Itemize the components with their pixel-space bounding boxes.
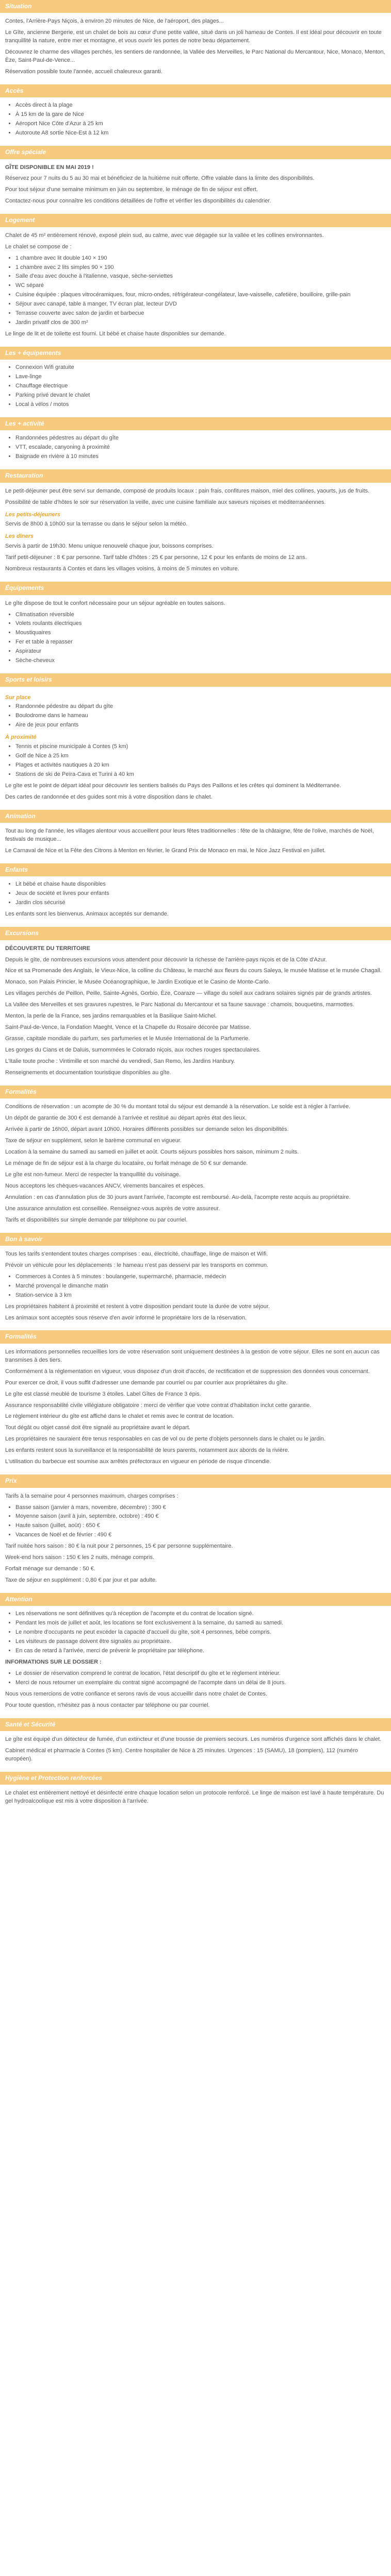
section-title-animation: Animation [0,810,391,823]
section-title-offre: Offre spéciale [0,146,391,159]
section-title-situation: Situation [0,0,391,13]
section-formalites-legal [0,1330,391,1475]
section-animation [0,810,391,863]
section-title-attention: Attention [0,1593,391,1606]
section-equipements [0,347,391,417]
enfants-list [15,880,386,907]
formalites-paragraph: Conditions de réservation : un acompte de 30 % du montant total du séjour est demandé à la réservation. Le solde est à régler à l'arrivée. [5,1104,351,1110]
excursions-paragraph: Menton, la perle de la France, ses jardins remarquables et la Basilique Saint-Michel. [5,1013,217,1020]
list-item: • Stations de ski de Peïra-Cava et Turini à 40 km [15,771,386,779]
excursions-headline: DÉCOUVERTE DU TERRITOIRE [5,945,90,952]
section-prix [0,1475,391,1593]
section-equipement-details [0,582,391,673]
formalites-paragraph: Taxe de séjour en supplément, selon le barème communal en vigueur. [5,1138,182,1144]
section-title-logement: Logement [0,214,391,227]
list-item: • En cas de retard à l'arrivée, merci de prévenir le propriétaire par téléphone. [15,1647,386,1655]
restauration-paragraph: Tarif petit-déjeuner : 8 € par personne. Tarif table d'hôtes : 25 € par personne, 12 € pour les enfants de moins de 12 ans. [5,554,307,561]
formalites-legal-paragraph: Conformément à la réglementation en vigueur, vous disposez d'un droit d'accès, de rectification et de suppression des données vous concernant. [5,1368,370,1375]
bon-a-savoir-paragraph: Les propriétaires habitent à proximité et restent à votre disposition pendant toute la durée de votre séjour. [5,1303,270,1310]
excursions-paragraph: Renseignements et documentation touristique disponibles au gîte. [5,1069,171,1076]
list-item: • Merci de nous retourner un exemplaire du contrat signé accompagné de l'acompte dans un délai de 8 jours. [15,1679,386,1687]
formalites-legal-paragraph: Le règlement intérieur du gîte est affiché dans le chalet et remis avec le contrat de location. [5,1413,234,1420]
section-title-activite: Les + activité [0,417,391,430]
bon-a-savoir-list [15,1273,386,1300]
restauration-subtitle: Les dîners [5,533,34,540]
prix-list [15,1504,386,1540]
section-title-loisirs: Sports et loisirs [0,673,391,686]
formalites-paragraph: Annulation : en cas d'annulation plus de 30 jours avant l'arrivée, l'acompte est remboursé. Au-delà, l'acompte reste acquis au propriétaire. [5,1194,351,1200]
securite-paragraph: Cabinet médical et pharmacie à Contes (5 km). Centre hospitalier de Nice à 25 minutes. Urgences : 15 (SAMU), 18 (pompiers), 112 (numéro européen). [5,1748,358,1762]
situation-paragraph: Découvrez le charme des villages perchés, les sentiers de randonnée, la Vallée des Merveilles, le Parc National du Mercantour, Nice, Monaco, Menton, Èze, Saint-Paul-de-Vence... [5,49,385,64]
list-item: • Baignade en rivière à 10 minutes [15,453,386,461]
acces-list [15,101,386,138]
list-item: • Climatisation réversible [15,611,386,619]
list-item: • Local à vélos / motos [15,401,386,409]
list-item: • Le dossier de réservation comprend le contrat de location, l'état descriptif du gîte et le règlement intérieur. [15,1670,386,1678]
list-item: • Commerces à Contes à 5 minutes : boulangerie, supermarché, pharmacie, médecin [15,1273,386,1281]
excursions-paragraph: Grasse, capitale mondiale du parfum, ses parfumeries et le Musée International de la Parfumerie. [5,1036,250,1042]
formalites-legal-paragraph: Les propriétaires ne sauraient être tenus responsables en cas de vol ou de perte d'objets personnels dans le chalet ou le jardin. [5,1436,325,1443]
list-item: • 1 chambre avec lit double 140 × 190 [15,255,386,263]
loisirs-list-nearby [15,743,386,779]
section-formalites [0,1086,391,1233]
restauration-paragraph: Servis à partir de 19h30. Menu unique renouvelé chaque jour, boissons comprises. [5,543,214,550]
logement-paragraph: Chalet de 45 m² entièrement rénové, exposé plein sud, au calme, avec vue dégagée sur la vallée et les collines environnantes. [5,232,324,239]
bon-a-savoir-paragraph: Tous les tarifs s'entendent toutes charges comprises : eau, électricité, chauffage, linge de maison et Wifi. [5,1250,268,1257]
logement-list [15,255,386,328]
list-item: • Autoroute A8 sortie Nice-Est à 12 km [15,129,386,138]
list-item: • Tennis et piscine municipale à Contes (5 km) [15,743,386,751]
list-item: • Pendant les mois de juillet et août, les locations se font exclusivement à la semaine, du samedi au samedi. [15,1619,386,1628]
offre-headline: GÎTE DISPONIBLE EN MAI 2019 ! [5,164,94,171]
excursions-paragraph: La Vallée des Merveilles et ses gravures rupestres, le Parc National du Mercantour et sa faune sauvage : chamois, bouquetins, marmottes. [5,1002,354,1008]
loisirs-subtitle: Sur place [5,694,31,701]
excursions-paragraph: Les gorges du Cians et de Daluis, surnommées le Colorado niçois, aux roches rouges spectaculaires. [5,1047,261,1053]
list-item: • Terrasse couverte avec salon de jardin et barbecue [15,310,386,318]
attention-paragraph: Nous vous remercions de votre confiance et serons ravis de vous accueillir dans notre chalet de Contes. [5,1690,268,1697]
prix-paragraph: Week-end hors saison : 150 € les 2 nuits, ménage compris. [5,1554,155,1561]
list-item: • Station-service à 3 km [15,1292,386,1300]
section-securite [0,1718,391,1772]
list-item: • Plages et activités nautiques à 20 km [15,761,386,770]
restauration-paragraph: Nombreux restaurants à Contes et dans les villages voisins, à moins de 5 minutes en voiture. [5,566,239,572]
securite-paragraph: Le gîte est équipé d'un détecteur de fumée, d'un extincteur et d'une trousse de premiers secours. Les numéros d'urgence sont affichés dans le chalet. [5,1736,382,1743]
animation-paragraph: Tout au long de l'année, les villages alentour vous accueillent pour leurs fêtes traditionnelles : fête de la châtaigne, fête de l'olive, marchés de Noël, festivals de musique... [5,828,374,843]
hygiene-paragraph: Le chalet est entièrement nettoyé et désinfecté entre chaque location selon un protocole renforcé. Le linge de maison est lavé à haute température. Du gel hydroalcoolique est mis à votre disposition à l'arrivée. [5,1790,384,1805]
loisirs-paragraph: Des cartes de randonnée et des guides sont mis à votre disposition dans le chalet. [5,793,213,800]
list-item: • 1 chambre avec 2 lits simples 90 × 190 [15,264,386,272]
list-item: • Jardin clos sécurisé [15,899,386,907]
list-item: • WC séparé [15,282,386,290]
excursions-paragraph: Les villages perchés de Peillon, Peille, Sainte-Agnès, Gorbio, Èze, Coaraze — village du soleil aux cadrans solaires signés par de grands artistes. [5,990,372,997]
list-item: • Jardin privatif clos de 300 m² [15,319,386,327]
section-excursions [0,927,391,1086]
list-item: • Aire de jeux pour enfants [15,721,386,730]
attention-paragraph: Pour toute question, n'hésitez pas à nous contacter par téléphone ou par courriel. [5,1702,210,1708]
section-title-securite: Santé et Sécurité [0,1718,391,1731]
situation-paragraph: Contes, l'Arrière-Pays Niçois, à environ 20 minutes de Nice, de l'aéroport, des plages... [5,18,224,25]
offre-paragraph: Pour tout séjour d'une semaine minimum en juin ou septembre, le ménage de fin de séjour est offert. [5,187,258,193]
list-item: • Volets roulants électriques [15,620,386,628]
offre-paragraph: Contactez-nous pour connaître les conditions détaillées de l'offre et vérifier les disponibilités du calendrier. [5,198,271,205]
loisirs-subtitle: À proximité [5,734,37,741]
list-item: • Chauffage électrique [15,382,386,391]
section-title-equipement-details: Équipements [0,582,391,595]
list-item: • VTT, escalade, canyoning à proximité [15,444,386,452]
section-title-prix: Prix [0,1475,391,1487]
excursions-paragraph: Monaco, son Palais Princier, le Musée Océanographique, le Jardin Exotique et le Casino de Monte-Carlo. [5,979,270,986]
section-title-excursions: Excursions [0,927,391,940]
section-hygiene [0,1772,391,1814]
formalites-legal-paragraph: Les informations personnelles recueillies lors de votre réservation sont uniquement destinées à la gestion de votre séjour. Elles ne sont en aucun cas transmises à des tiers. [5,1348,380,1363]
section-bon-a-savoir [0,1233,391,1331]
prix-paragraph: Tarifs à la semaine pour 4 personnes maximum, charges comprises : [5,1493,178,1499]
list-item: • Boulodrome dans le hameau [15,712,386,720]
list-item: • Les réservations ne sont définitives qu'à réception de l'acompte et du contrat de location signé. [15,1610,386,1618]
formalites-legal-paragraph: L'utilisation du barbecue est soumise aux arrêtés préfectoraux en vigueur en période de risque d'incendie. [5,1459,271,1465]
equipement-details-list [15,611,386,666]
attention-list [15,1610,386,1655]
list-item: • Randonnées pédestres au départ du gîte [15,434,386,443]
list-item: • À 15 km de la gare de Nice [15,111,386,119]
offre-paragraph: Réservez pour 7 nuits du 5 au 30 mai et bénéficiez de la huitième nuit offerte. Offre valable dans la limite des disponibilités. [5,175,315,182]
list-item: • Salle d'eau avec douche à l'italienne, vasque, sèche-serviettes [15,273,386,281]
list-item: • Jeux de société et livres pour enfants [15,890,386,898]
formalites-paragraph: Arrivée à partir de 16h00, départ avant 10h00. Horaires différents possibles sur demande selon les disponibilités. [5,1126,289,1133]
excursions-paragraph: Saint-Paul-de-Vence, la Fondation Maeght, Vence et la Chapelle du Rosaire décorée par Matisse. [5,1024,251,1031]
section-title-formalites: Formalités [0,1086,391,1098]
situation-paragraph: Le Gîte, ancienne Bergerie, est un chalet de bois au cœur d'une petite vallée, situé dans un joli hameau de Contes. Il est idéal pour découvrir en toute tranquillité la nature, entre mer et montagne, et vous ouvrir les portes de notre beau département. [5,29,382,44]
bon-a-savoir-paragraph: Les animaux sont acceptés sous réserve d'en avoir informé le propriétaire lors de la réservation. [5,1314,247,1321]
list-item: • Sèche-cheveux [15,657,386,665]
restauration-paragraph: Possibilité de table d'hôtes le soir sur réservation la veille, avec une cuisine familiale aux saveurs niçoises et méditerranéennes. [5,499,326,505]
section-title-restauration: Restauration [0,469,391,482]
section-situation [0,0,391,84]
list-item: • Basse saison (janvier à mars, novembre, décembre) : 390 € [15,1504,386,1512]
list-item: • Les visiteurs de passage doivent être signalés au propriétaire. [15,1638,386,1646]
formalites-paragraph: Le gîte est non-fumeur. Merci de respecter la tranquillité du voisinage. [5,1171,181,1178]
section-title-equipements: Les + équipements [0,347,391,360]
excursions-paragraph: L'Italie toute proche : Vintimille et son marché du vendredi, San Remo, les Jardins Hanbury. [5,1058,235,1064]
formalites-paragraph: Location à la semaine du samedi au samedi en juillet et août. Courts séjours possibles hors saison, minimum 2 nuits. [5,1148,299,1155]
prix-paragraph: Taxe de séjour en supplément : 0,80 € par jour et par adulte. [5,1577,157,1584]
section-title-formalites-legal: Formalités [0,1330,391,1343]
section-activite [0,417,391,469]
formalites-paragraph: Le ménage de fin de séjour est à la charge du locataire, ou forfait ménage de 50 € sur demande. [5,1160,248,1166]
section-offre [0,146,391,214]
restauration-paragraph: Servis de 8h00 à 10h00 sur la terrasse ou dans le séjour selon la météo. [5,521,188,528]
section-title-acces: Accès [0,84,391,97]
list-item: • Moyenne saison (avril à juin, septembre, octobre) : 490 € [15,1513,386,1521]
list-item: • Parking privé devant le chalet [15,392,386,400]
list-item: • Lave-linge [15,373,386,381]
loisirs-paragraph: Le gîte est le point de départ idéal pour découvrir les sentiers balisés du Pays des Paillons et les crêtes qui dominent la Méditerranée. [5,782,341,789]
prix-paragraph: Tarif nuitée hors saison : 80 € la nuit pour 2 personnes, 15 € par personne supplémentaire. [5,1543,233,1550]
list-item: • Randonnée pédestre au départ du gîte [15,703,386,711]
equipements-list [15,364,386,409]
list-item: • Vacances de Noël et de février : 490 € [15,1531,386,1539]
formalites-legal-paragraph: Assurance responsabilité civile villégiature obligatoire : merci de vérifier que votre contrat d'habitation inclut cette garantie. [5,1402,312,1409]
list-item: • Lit bébé et chaise haute disponibles [15,880,386,889]
restauration-subtitle: Les petits-déjeuners [5,511,60,518]
section-title-enfants: Enfants [0,863,391,876]
section-restauration [0,469,391,582]
list-item: • Le nombre d'occupants ne peut excéder la capacité d'accueil du gîte, soit 4 personnes, bébé compris. [15,1629,386,1637]
prix-paragraph: Forfait ménage sur demande : 50 €. [5,1566,95,1572]
bon-a-savoir-paragraph: Prévoir un véhicule pour les déplacements : le hameau n'est pas desservi par les transports en commun. [5,1262,269,1268]
formalites-paragraph: Tarifs et disponibilités sur simple demande par téléphone ou par courriel. [5,1216,188,1223]
attention-headline: INFORMATIONS SUR LE DOSSIER : [5,1659,102,1666]
formalites-legal-paragraph: Pour exercer ce droit, il vous suffit d'adresser une demande par courriel ou par courrier aux propriétaires du gîte. [5,1379,288,1386]
attention-dossier-list [15,1670,386,1687]
list-item: • Aspirateur [15,648,386,656]
formalites-legal-paragraph: Les enfants restent sous la surveillance et la responsabilité de leurs parents, notamment aux abords de la rivière. [5,1447,289,1454]
logement-paragraph: Le linge de lit et de toilette est fourni. Lit bébé et chaise haute disponibles sur demande. [5,331,226,337]
list-item: • Haute saison (juillet, août) : 650 € [15,1522,386,1530]
equipement-paragraph: Le gîte dispose de tout le confort nécessaire pour un séjour agréable en toutes saisons. [5,600,225,606]
restauration-paragraph: Le petit-déjeuner peut être servi sur demande, composé de produits locaux : pain frais, confitures maison, miel des collines, yaourts, jus de fruits. [5,487,370,494]
section-attention [0,1593,391,1718]
section-logement [0,214,391,347]
situation-paragraph: Réservation possible toute l'année, accueil chaleureux garanti. [5,69,162,75]
list-item: • Moustiquaires [15,629,386,637]
formalites-paragraph: Une assurance annulation est conseillée. Renseignez-vous auprès de votre assureur. [5,1205,220,1212]
list-item: • Aéroport Nice Côte d'Azur à 25 km [15,120,386,128]
loisirs-list-onsite [15,703,386,730]
list-item: • Séjour avec canapé, table à manger, TV écran plat, lecteur DVD [15,300,386,309]
formalites-paragraph: Un dépôt de garantie de 300 € est demandé à l'arrivée et restitué au départ après état des lieux. [5,1115,247,1122]
list-item: • Cuisine équipée : plaques vitrocéramiques, four, micro-ondes, réfrigérateur-congélateur, lave-vaisselle, cafetière, bouilloire, grille-pain [15,291,386,299]
list-item: • Fer et table à repasser [15,638,386,647]
section-enfants [0,863,391,927]
list-item: • Golf de Nice à 25 km [15,752,386,760]
list-item: • Connexion Wifi gratuite [15,364,386,372]
section-title-bon-a-savoir: Bon à savoir [0,1233,391,1246]
enfants-paragraph: Les enfants sont les bienvenus. Animaux acceptés sur demande. [5,911,169,918]
section-loisirs [0,673,391,810]
section-acces [0,84,391,146]
formalites-legal-paragraph: Tout dégât ou objet cassé doit être signalé au propriétaire avant le départ. [5,1425,190,1431]
formalites-legal-paragraph: Le gîte est classé meublé de tourisme 3 étoiles. Label Gîtes de France 3 épis. [5,1391,201,1397]
logement-paragraph: Le chalet se compose de : [5,243,72,250]
activite-list [15,434,386,461]
formalites-paragraph: Nous acceptons les chèques-vacances ANCV, virements bancaires et espèces. [5,1182,205,1189]
excursions-paragraph: Depuis le gîte, de nombreuses excursions vous attendent pour découvrir la richesse de l'arrière-pays niçois et de la Côte d'Azur. [5,956,327,963]
animation-paragraph: Le Carnaval de Nice et la Fête des Citrons à Menton en février, le Grand Prix de Monaco en mai, le Nice Jazz Festival en juillet. [5,848,326,854]
excursions-paragraph: Nice et sa Promenade des Anglais, le Vieux-Nice, la colline du Château, le marché aux fleurs du cours Saleya, le musée Matisse et le musée Chagall. [5,968,382,974]
list-item: • Marché provençal le dimanche matin [15,1282,386,1291]
section-title-hygiene: Hygiène et Protection renforcées [0,1772,391,1785]
list-item: • Accès direct à la plage [15,101,386,110]
